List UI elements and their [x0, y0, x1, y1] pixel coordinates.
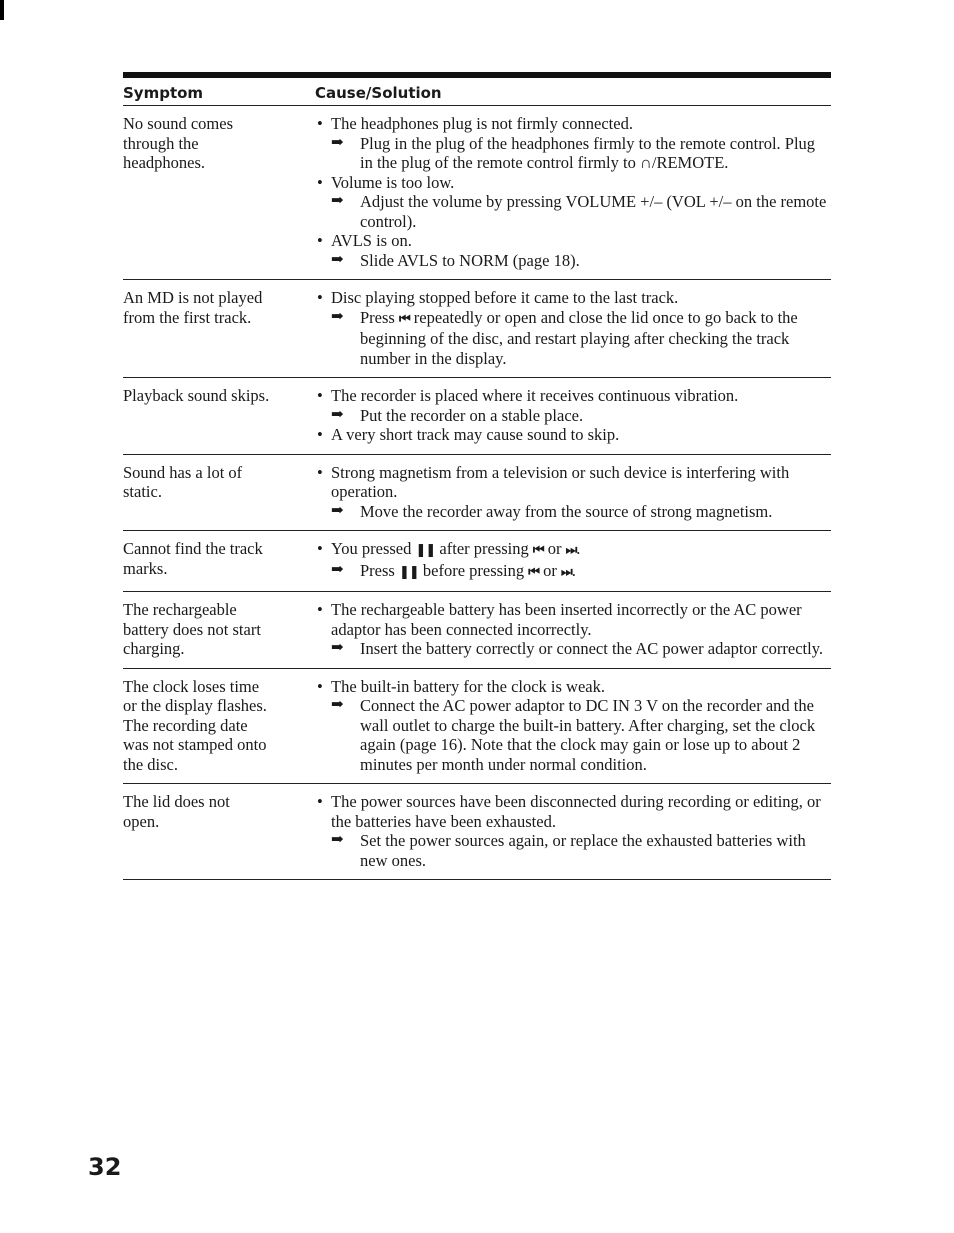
- table-row: [123, 531, 831, 592]
- table-row: [123, 280, 831, 378]
- solution-text: Slide AVLS to NORM (page 18).: [360, 250, 580, 270]
- header-symptom: Symptom: [123, 84, 204, 102]
- arrow-right-icon: ➡: [331, 697, 344, 713]
- bullet-icon: •: [317, 425, 323, 444]
- cause-solution-cell: [315, 386, 831, 445]
- symptom-cell: An MD is not played from the first track.: [123, 288, 263, 327]
- arrow-right-icon: ➡: [331, 308, 344, 325]
- arrow-right-icon: ➡: [331, 251, 344, 268]
- cause-text: AVLS is on.: [331, 231, 412, 250]
- next-track-icon: ⏭: [565, 543, 577, 558]
- cause-solution-cell: [315, 539, 831, 582]
- cause-item: [315, 425, 831, 445]
- solution-item: [315, 251, 831, 271]
- previous-track-icon: ⏮: [532, 543, 544, 558]
- symptom-cell: Cannot find the track marks.: [123, 539, 263, 578]
- bullet-icon: •: [317, 386, 323, 405]
- cause-item: [315, 114, 831, 134]
- solution-item: [315, 406, 831, 426]
- cause-item: [315, 386, 831, 406]
- header-cause-solution: Cause/Solution: [315, 84, 442, 102]
- cause-item: [315, 231, 831, 251]
- solution-text: Plug in the plug of the headphones firmly to the remote control. Plug in the plug of the remote control firmly to ∩/REMOTE.: [360, 133, 816, 172]
- table-row: [123, 784, 831, 880]
- symptom-cell: Playback sound skips.: [123, 386, 270, 405]
- page-number: 32: [88, 1153, 122, 1181]
- next-track-icon: ⏭: [560, 564, 572, 580]
- page-edge-mark: [0, 0, 4, 20]
- solution-text: Connect the AC power adaptor to DC IN 3 V on the recorder and the wall outlet to charge the built-in battery. After charging, set the clock again (page 16). Note that the clock may gain or lose up to about 2 minutes per month under normal condition.: [360, 696, 816, 774]
- solution-text: Press ⏮ repeatedly or open and close the lid once to go back to the beginning of the disc, and restart playing after checking the track number in the display.: [360, 307, 798, 368]
- bullet-icon: •: [317, 792, 323, 811]
- cause-text: A very short track may cause sound to skip.: [331, 425, 620, 444]
- table-row: [123, 592, 831, 669]
- cause-text: Strong magnetism from a television or such device is interfering with operation.: [331, 462, 790, 501]
- arrow-right-icon: ➡: [331, 640, 344, 656]
- cause-text: The recorder is placed where it receives continuous vibration.: [331, 386, 739, 405]
- troubleshooting-table: [123, 72, 831, 880]
- cause-item: [315, 463, 831, 502]
- cause-solution-cell: [315, 792, 831, 870]
- solution-item: [315, 502, 831, 522]
- cause-solution-cell: [315, 114, 831, 270]
- cause-item: [315, 600, 831, 639]
- solution-text: Press ❚❚ before pressing ⏮ or ⏭.: [360, 560, 576, 580]
- arrow-right-icon: ➡: [331, 134, 344, 151]
- cause-text: The power sources have been disconnected during recording or editing, or the batteries have been exhausted.: [331, 792, 821, 831]
- bullet-icon: •: [317, 539, 323, 558]
- solution-item: [315, 639, 831, 659]
- solution-text: Put the recorder on a stable place.: [360, 405, 584, 425]
- bullet-icon: •: [317, 462, 323, 482]
- solution-text: Set the power sources again, or replace the exhausted batteries with new ones.: [360, 831, 806, 870]
- bullet-icon: •: [317, 288, 323, 307]
- solution-text: Insert the battery correctly or connect the AC power adaptor correctly.: [360, 639, 824, 658]
- bullet-icon: •: [317, 231, 323, 250]
- arrow-right-icon: ➡: [331, 502, 344, 519]
- cause-solution-cell: [315, 288, 831, 368]
- solution-text: Adjust the volume by pressing VOLUME +/– (VOL +/– on the remote control).: [360, 192, 827, 231]
- pause-icon: ❚❚: [415, 543, 436, 558]
- bullet-icon: •: [317, 676, 323, 696]
- cause-item: [315, 539, 831, 561]
- symptom-cell: The lid does not open.: [123, 792, 230, 831]
- cause-item: [315, 792, 831, 831]
- cause-item: [315, 173, 831, 193]
- cause-text: Volume is too low.: [331, 172, 455, 192]
- table-row: [123, 378, 831, 455]
- cause-text: You pressed ❚❚ after pressing ⏮ or ⏭.: [331, 539, 581, 558]
- previous-track-icon: ⏮: [528, 564, 539, 580]
- solution-item: [315, 192, 831, 231]
- cause-solution-cell: [315, 600, 831, 659]
- cause-item: [315, 677, 831, 697]
- solution-text: Move the recorder away from the source of strong magnetism.: [360, 501, 773, 521]
- arrow-right-icon: ➡: [331, 406, 344, 423]
- symptom-cell: The rechargeable battery does not start charging.: [123, 600, 261, 658]
- cause-item: [315, 288, 831, 308]
- cause-text: The headphones plug is not firmly connected.: [331, 114, 633, 133]
- solution-item: [315, 561, 831, 583]
- cause-solution-cell: [315, 463, 831, 522]
- bullet-icon: •: [317, 172, 323, 192]
- solution-item: [315, 308, 831, 369]
- symptom-cell: Sound has a lot of static.: [123, 462, 243, 501]
- table-row: [123, 669, 831, 785]
- cause-text: The built-in battery for the clock is weak.: [331, 676, 605, 696]
- solution-item: [315, 831, 831, 870]
- table-row: [123, 106, 831, 280]
- symptom-cell: No sound comes through the headphones.: [123, 114, 233, 172]
- table-body: [123, 106, 831, 880]
- solution-item: [315, 134, 831, 173]
- cause-solution-cell: [315, 677, 831, 775]
- symptom-cell: The clock loses time or the display flashes. The recording date was not stamped onto the disc.: [123, 676, 267, 774]
- arrow-right-icon: ➡: [331, 561, 344, 578]
- cause-text: The rechargeable battery has been inserted incorrectly or the AC power adaptor has been connected incorrectly.: [331, 600, 802, 639]
- pause-icon: ❚❚: [398, 564, 419, 580]
- arrow-right-icon: ➡: [331, 832, 344, 848]
- bullet-icon: •: [317, 600, 323, 619]
- arrow-right-icon: ➡: [331, 193, 344, 209]
- solution-item: [315, 696, 831, 774]
- cause-text: Disc playing stopped before it came to the last track.: [331, 288, 679, 307]
- table-row: [123, 455, 831, 532]
- previous-track-icon: ⏮: [398, 311, 410, 327]
- bullet-icon: •: [317, 114, 323, 133]
- table-header: [123, 78, 831, 106]
